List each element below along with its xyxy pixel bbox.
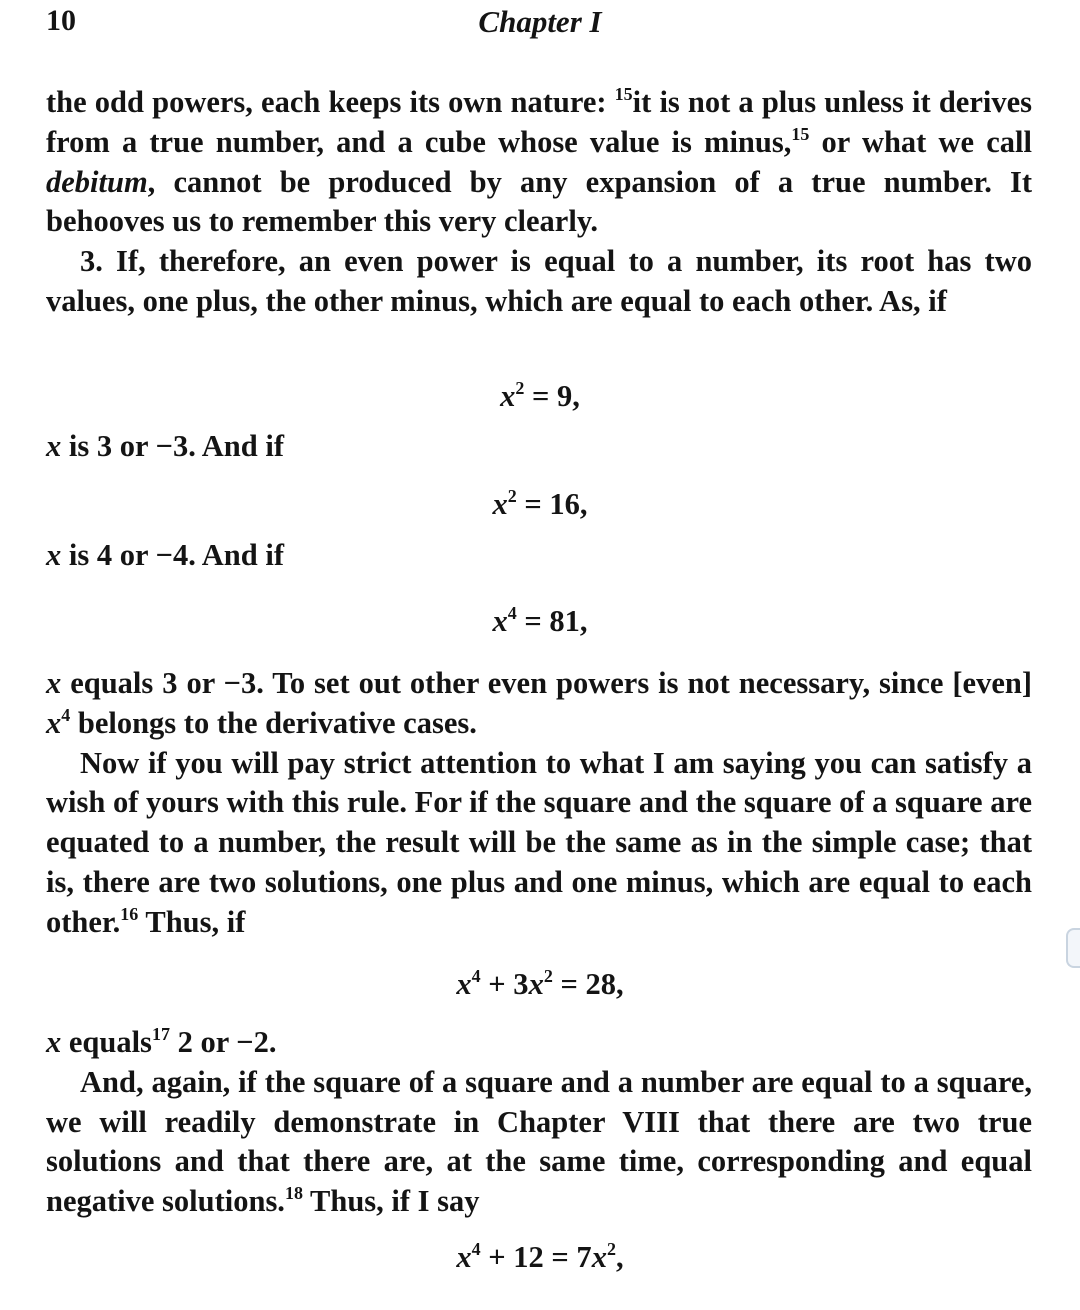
paragraph-2: 3. If, therefore, an even power is equal to a number, its root has two values, one plus, the other minus, which are equal to each other. As, if: [46, 244, 1032, 318]
footnote-ref: 15: [791, 123, 810, 144]
scroll-edge-handle[interactable]: [1066, 928, 1080, 968]
text-line-2: x is 4 or −4. And if: [46, 538, 284, 572]
text-line-1: x is 3 or −3. And if: [46, 429, 284, 463]
paragraph-3: x equals 3 or −3. To set out other even powers is not necessary, since [even] $x^4$ belongs to the derivative cases.: [46, 666, 1032, 740]
equation-3: $x^4 = 81$,: [492, 603, 588, 638]
italic-term: debitum: [46, 164, 148, 199]
text-line-3: x equals$^{17}$ 2 or −2.: [46, 1024, 277, 1059]
page-number: 10: [46, 4, 76, 37]
footnote-ref: 18: [284, 1183, 303, 1204]
equation-5: $x^4 + 12 = 7x^2$,: [456, 1239, 624, 1274]
equation-1: $x^2 = 9$,: [500, 378, 580, 413]
running-head: Chapter I: [478, 4, 602, 39]
footnote-ref: 17: [151, 1024, 170, 1044]
footnote-ref: 16: [120, 903, 139, 924]
paragraph-4: Now if you will pay strict attention to what I am saying you can satisfy a wish of yours with this rule. For if the square and the square of a square are equated to a number, the result will be the same as in the simple case; that is, there are two solutions, one plus and one minus, which are equal to each other.$^{16}$ Thus, if: [46, 745, 1032, 939]
footnote-ref: 15: [614, 84, 633, 104]
equation-2: $x^2 = 16$,: [492, 486, 588, 521]
text-block-3: [46, 1023, 1032, 1222]
equation-4: $x^4 + 3x^2 = 28$,: [456, 966, 624, 1001]
text-block-1: [46, 83, 1032, 322]
paragraph-1: the odd powers, each keeps its own nature: $^{15}$it is not a plus unless it derives from a true number, and a cube whose value is minus,$^{15}$ or what we call debitum, cannot be produced by any expansion of a true number. It behooves us to remember this very clearly.: [46, 84, 1032, 239]
text-block-2: [46, 664, 1032, 943]
page-header: [46, 4, 1036, 44]
paragraph-5: And, again, if the square of a square and a number are equal to a square, we will readily demonstrate in Chapter VIII that there are two true solutions and that there are, at the same time, corresponding and equal negative solutions.$^{18}$ Thus, if I say: [46, 1064, 1032, 1219]
